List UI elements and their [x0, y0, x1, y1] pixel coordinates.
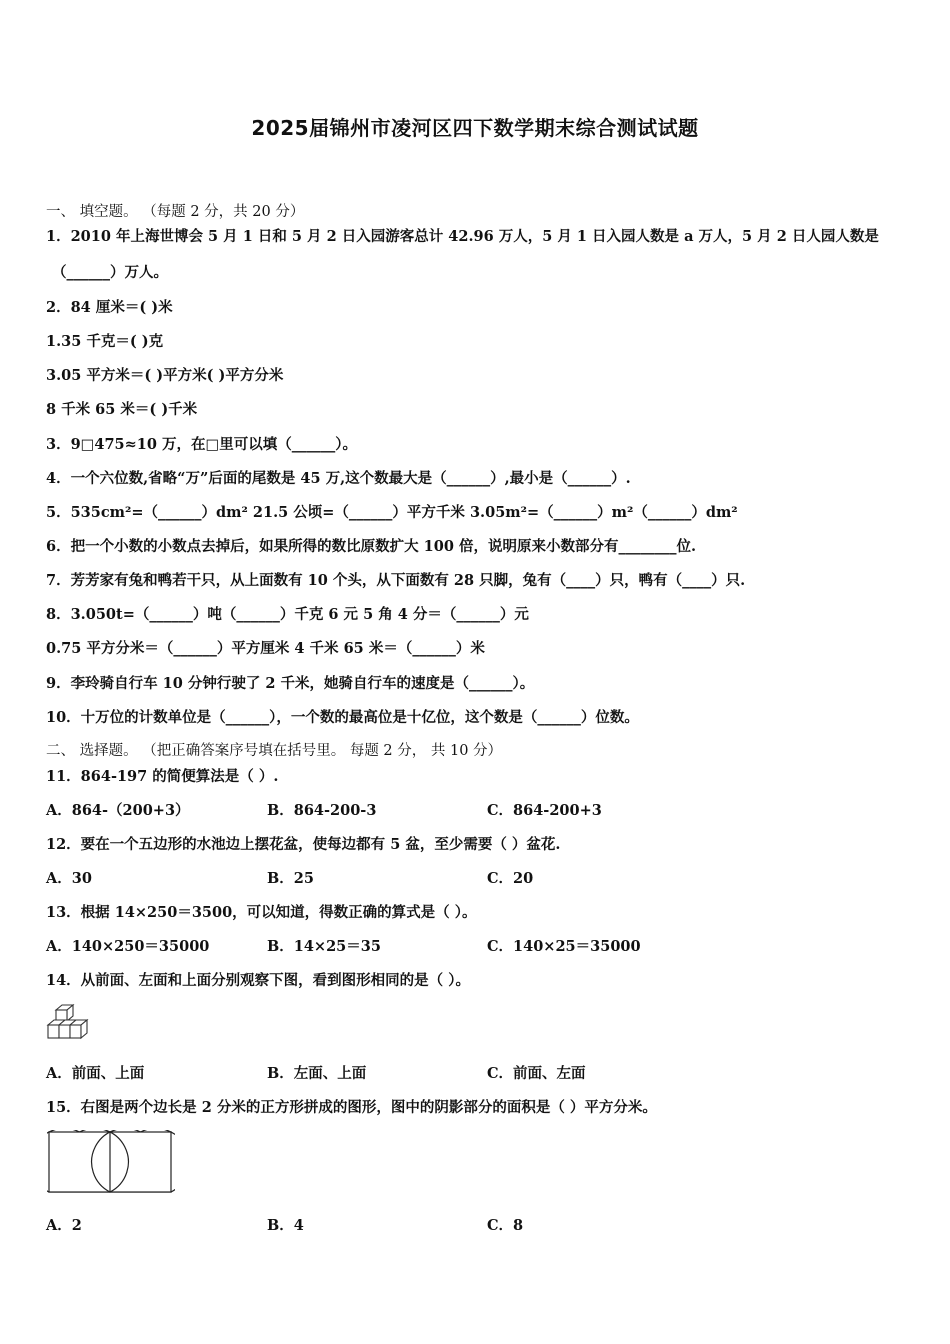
question-11: 11．864-197 的简便算法是（ ）.	[46, 768, 279, 785]
q11-option-a: A．864-（200+3）	[46, 802, 190, 819]
section-heading-multiple-choice: 二、 选择题。 （把正确答案序号填在括号里。 每题 2 分， 共 10 分）	[46, 743, 503, 759]
question-7: 7．芳芳家有兔和鸭若干只，从上面数有 10 个头，从下面数有 28 只脚，兔有（____）只，鸭有（____）只.	[46, 572, 746, 589]
cube-stack-figure	[46, 1002, 90, 1042]
q12-option-c: C．20	[487, 870, 534, 887]
q13-option-b: B．14×25＝35	[267, 938, 381, 955]
question-12: 12．要在一个五边形的水池边上摆花盆，使每边都有 5 盆，至少需要（ ）盆花.	[46, 836, 561, 853]
question-1-line-2: （______）万人。	[52, 264, 168, 281]
question-8-line-1: 8．3.050t=（______）吨（______）千克 6 元 5 角 4 分＝（______）元	[46, 606, 529, 623]
section-heading-fill-blank: 一、 填空题。 （每题 2 分，共 20 分）	[46, 204, 305, 220]
question-9: 9．李玲骑自行车 10 分钟行驶了 2 千米，她骑自行车的速度是（______）。	[46, 675, 535, 692]
question-10: 10．十万位的计数单位是（______），一个数的最高位是十亿位，这个数是（______）位数。	[46, 709, 639, 726]
question-5: 5．535cm²=（______）dm² 21.5 公顷=（______）平方千米 3.05m²=（______）m²（______）dm²	[46, 504, 738, 521]
q14-option-a: A．前面、上面	[46, 1065, 145, 1082]
question-13: 13．根据 14×250＝3500，可以知道，得数正确的算式是（ ）。	[46, 904, 477, 921]
question-15: 15．右图是两个边长是 2 分米的正方形拼成的图形，图中的阴影部分的面积是（ ）平方分米。	[46, 1099, 657, 1116]
q15-option-a: A．2	[46, 1217, 82, 1234]
q11-option-b: B．864-200-3	[267, 802, 377, 819]
page-title: 2025届锦州市凌河区四下数学期末综合测试试题	[251, 116, 699, 140]
q14-option-b: B．左面、上面	[267, 1065, 367, 1082]
question-6: 6．把一个小数的小数点去掉后，如果所得的数比原数扩大 100 倍，说明原来小数部分有________位.	[46, 538, 696, 555]
shaded-squares-figure	[47, 1130, 175, 1194]
question-2-line-2: 1.35 千克＝( )克	[46, 333, 164, 350]
q12-option-b: B．25	[267, 870, 314, 887]
question-4: 4．一个六位数,省略“万”后面的尾数是 45 万,这个数最大是（______）,最小是（______）.	[46, 470, 631, 487]
q13-option-a: A．140×250＝35000	[46, 938, 210, 955]
question-1-line-1: 1．2010 年上海世博会 5 月 1 日和 5 月 2 日入园游客总计 42.96 万人，5 月 1 日入园人数是 a 万人，5 月 2 日人园人数是	[46, 228, 879, 245]
question-3: 3．9□475≈10 万，在□里可以填（______）。	[46, 436, 357, 453]
question-2-line-4: 8 千米 65 米＝( )千米	[46, 401, 198, 418]
q15-option-b: B．4	[267, 1217, 304, 1234]
q14-option-c: C．前面、左面	[487, 1065, 586, 1082]
question-14: 14．从前面、左面和上面分别观察下图，看到图形相同的是（ ）。	[46, 972, 470, 989]
question-2-line-3: 3.05 平方米＝( )平方米( )平方分米	[46, 367, 284, 384]
q12-option-a: A．30	[46, 870, 92, 887]
q13-option-c: C．140×25＝35000	[487, 938, 641, 955]
question-2-line-1: 2．84 厘米＝( )米	[46, 299, 173, 316]
q11-option-c: C．864-200+3	[487, 802, 602, 819]
q15-option-c: C．8	[487, 1217, 524, 1234]
question-8-line-2: 0.75 平方分米＝（______）平方厘米 4 千米 65 米＝（______）米	[46, 640, 485, 657]
